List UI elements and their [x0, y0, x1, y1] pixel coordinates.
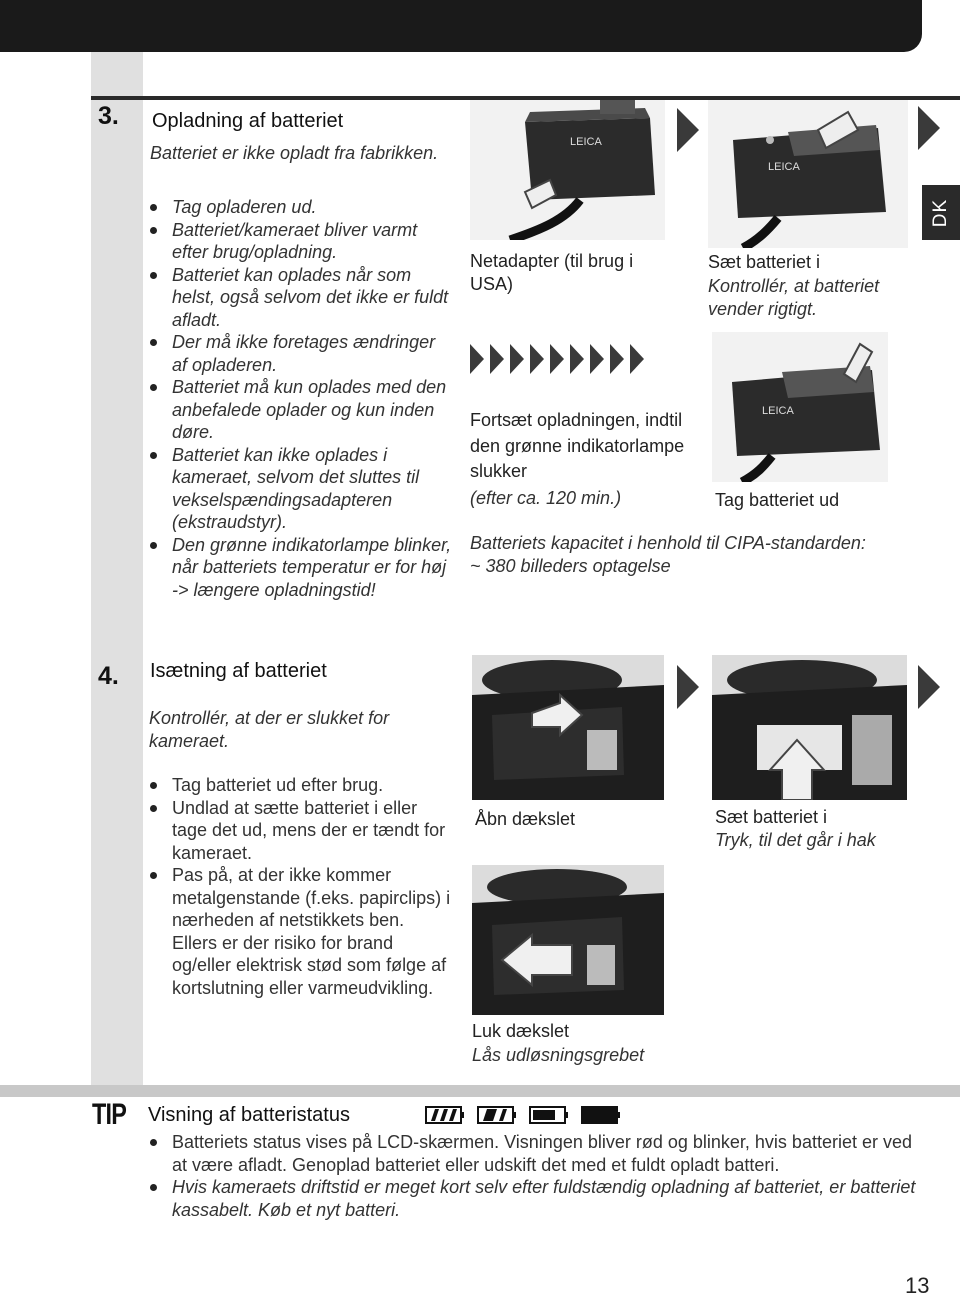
- charger-illustration: [708, 100, 908, 248]
- step-arrow-icon: [610, 344, 624, 374]
- camera-photo-close: [472, 865, 664, 1015]
- list-item: Batteriet kan oplades når som helst, også selvom det ikke er fuldt afladt.: [148, 264, 453, 332]
- step-arrow-icon: [550, 344, 564, 374]
- progress-arrows: [470, 344, 644, 374]
- section3-title: Opladning af batteriet: [152, 110, 344, 132]
- section3-bullet-list: [148, 196, 453, 601]
- insert-battery-note: Kontrollér, at batteriet vender rigtigt.: [708, 276, 880, 319]
- camera-illustration: [472, 865, 664, 1015]
- tip-logo: TIP: [92, 1098, 127, 1131]
- language-tab-label: DK: [930, 198, 951, 227]
- insert-battery-label: Sæt batteriet i: [708, 252, 821, 272]
- step-arrow-icon: [530, 344, 544, 374]
- list-item: Batteriets status vises på LCD-skærmen. Visningen bliver rød og blinker, hvis batteriet er ved at være afladt. Genoplad batteriet eller udskift det med et fuldt opladt batteri.: [148, 1131, 918, 1176]
- battery-icon: [581, 1105, 621, 1125]
- charger-brand-text: LEICA: [570, 136, 602, 148]
- tip-title: Visning af batteristatus: [148, 1104, 350, 1126]
- charger-illustration: [712, 332, 888, 482]
- step-arrow-icon: [677, 108, 699, 152]
- list-item: Batteriet/kameraet bliver varmt efter brug/opladning.: [148, 219, 453, 264]
- step-arrow-icon: [590, 344, 604, 374]
- battery-icon: [477, 1105, 517, 1125]
- list-item: Den grønne indikatorlampe blinker, når batteriets temperatur er for høj -> længere opladningstid!: [148, 534, 453, 602]
- top-bar: [0, 0, 922, 52]
- step-arrow-icon: [490, 344, 504, 374]
- camera-photo-open: [472, 655, 664, 800]
- step-arrow-icon: [570, 344, 584, 374]
- step-arrow-icon: [677, 665, 699, 709]
- charger-photo-insert: [708, 100, 908, 248]
- step-arrow-icon: [470, 344, 484, 374]
- charger-brand-text: LEICA: [762, 405, 794, 417]
- section3-intro: Batteriet er ikke opladt fra fabrikken.: [150, 143, 439, 163]
- remove-battery-label: Tag batteriet ud: [715, 490, 840, 510]
- camera-photo-insert: [712, 655, 907, 800]
- step-arrow-icon: [918, 106, 940, 150]
- list-item: Batteriet må kun oplades med den anbefalede oplader og kun inden døre.: [148, 376, 453, 444]
- section4-bullet-list: [148, 774, 453, 999]
- close-cover-label: Luk dækslet: [472, 1021, 570, 1041]
- open-cover-label: Åbn dækslet: [475, 809, 576, 829]
- battery-status-icons: [425, 1105, 621, 1125]
- battery-icon: [425, 1105, 465, 1125]
- list-item: Hvis kameraets driftstid er meget kort selv efter fuldstændig opladning af batteriet, er batteriet kassabelt. Køb et nyt batteri.: [148, 1176, 918, 1221]
- list-item: Tag batteriet ud efter brug.: [148, 774, 453, 797]
- charger-brand-text: LEICA: [768, 161, 800, 173]
- section4-title: Isætning af batteriet: [150, 660, 327, 682]
- section4-number: 4.: [98, 662, 119, 690]
- charger-photo-remove: [712, 332, 888, 482]
- insert-battery-camera-label: Sæt batteriet i: [715, 807, 828, 827]
- continue-charging-text: Fortsæt opladningen, indtil den grønne indikatorlampe slukker: [470, 410, 685, 481]
- step-arrow-icon: [630, 344, 644, 374]
- tip-bullet-list: [148, 1131, 918, 1221]
- list-item: Tag opladeren ud.: [148, 196, 453, 219]
- capacity-value: ~ 380 billeders optagelse: [470, 556, 671, 576]
- charging-time: (efter ca. 120 min.): [470, 488, 622, 508]
- page-number: 13: [905, 1273, 930, 1298]
- list-item: Der må ikke foretages ændringer af opladeren.: [148, 331, 453, 376]
- camera-illustration: [472, 655, 664, 800]
- release-lever-label: Lås udløsningsgrebet: [472, 1045, 645, 1065]
- insert-battery-camera-note: Tryk, til det går i hak: [715, 830, 876, 850]
- camera-illustration: [712, 655, 907, 800]
- list-item: Pas på, at der ikke kommer metalgenstande (f.eks. papirclips) i nærheden af netstikkets ben. Ellers er der risiko for brand og/eller elektrisk stød som følge af kortslutning eller varmeudvikling.: [148, 864, 453, 999]
- battery-icon: [529, 1105, 569, 1125]
- netadapter-label: Netadapter (til brug i USA): [470, 251, 634, 294]
- section3-number: 3.: [98, 102, 119, 130]
- step-arrow-icon: [510, 344, 524, 374]
- left-margin-band: [91, 52, 143, 1085]
- list-item: Undlad at sætte batteriet i eller tage det ud, mens der er tændt for kameraet.: [148, 797, 453, 865]
- list-item: Batteriet kan ikke oplades i kameraet, selvom det sluttes til vekselspændingsadapteren (ekstraudstyr).: [148, 444, 453, 534]
- step-arrow-icon: [918, 665, 940, 709]
- charger-photo-plug: [470, 100, 665, 240]
- tip-separator-band: [0, 1085, 960, 1097]
- charger-illustration: [470, 100, 665, 240]
- capacity-line: Batteriets kapacitet i henhold til CIPA-standarden:: [470, 533, 866, 553]
- language-tab: [922, 185, 960, 240]
- section4-intro: Kontrollér, at der er slukket for kameraet.: [149, 708, 390, 751]
